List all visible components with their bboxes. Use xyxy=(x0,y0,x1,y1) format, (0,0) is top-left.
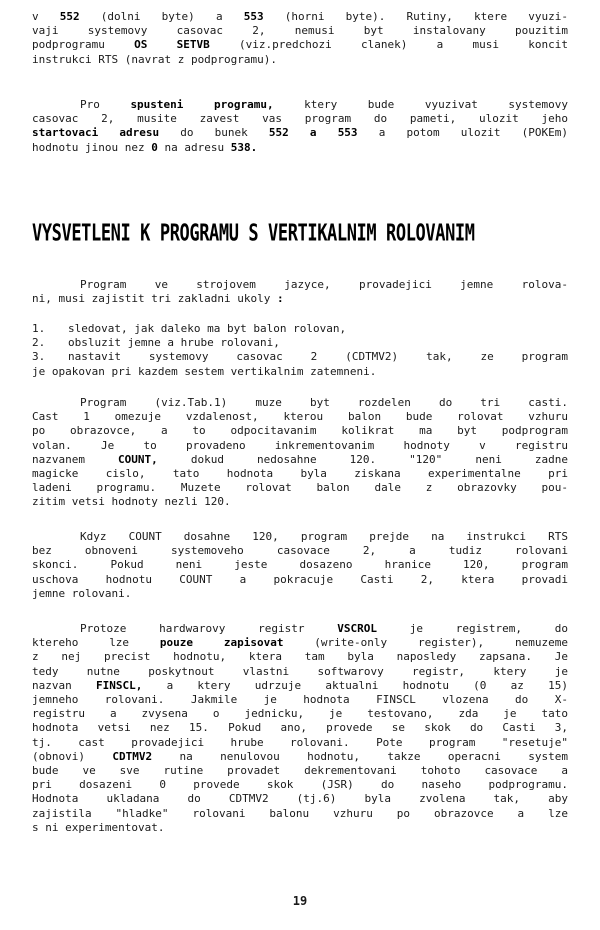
bold-text: 553 xyxy=(243,10,264,23)
task-list xyxy=(32,322,568,379)
text-line xyxy=(32,807,568,821)
bold-text: OS SETVB xyxy=(134,38,210,52)
text-line xyxy=(32,764,568,778)
text-run: Pro xyxy=(80,98,131,111)
text-line xyxy=(32,679,568,693)
list-item: 1. sledovat, jak daleko ma byt balon rolovan, xyxy=(32,322,347,335)
text-run: podprogramu xyxy=(32,38,135,52)
text-run: tj. cast provadejici hrube rolovani. Pote program "resetuje" xyxy=(32,735,568,749)
text-run: z nej precist hodnotu, ktera tam byla naposledy zapsana. Je xyxy=(32,650,568,664)
text-line xyxy=(32,721,568,735)
text-line xyxy=(32,292,568,306)
text-line xyxy=(32,453,568,467)
text-run: do bunek xyxy=(159,126,269,140)
text-run: casovac 2, musite zavest vas program do pameti, ulozit jeho xyxy=(32,112,568,126)
text-run: (viz.predchozi clanek) a musi koncit xyxy=(209,38,568,52)
text-run: bez obnoveni systemoveho casovace 2, a tudiz rolovani xyxy=(32,544,568,558)
bold-text: spusteni programu, xyxy=(130,98,274,111)
text-line xyxy=(32,53,568,67)
list-item: 2. obsluzit jemne a hrube rolovani, xyxy=(32,336,280,350)
text-run: skonci. Pokud neni jeste dosazeno hranice 120, program xyxy=(32,558,568,572)
bold-text: startovaci adresu xyxy=(32,126,160,140)
text-line xyxy=(32,38,568,52)
text-run: instrukci RTS (navrat z podprogramu). xyxy=(32,52,278,66)
text-line xyxy=(32,821,568,835)
text-line xyxy=(32,126,568,140)
text-line xyxy=(32,278,568,292)
text-line xyxy=(32,587,568,601)
text-run: Program (viz.Tab.1) muze byt rozdelen do tri casti. xyxy=(80,396,568,409)
text-line xyxy=(32,622,568,636)
section-heading: VYSVETLENI K PROGRAMU S VERTIKALNIM ROLOVANIM xyxy=(32,220,475,247)
text-line xyxy=(32,792,568,806)
text-line xyxy=(32,665,568,679)
bold-text: 0 xyxy=(151,140,158,154)
text-run: uschova hodnotu COUNT a pokracuje Casti 2, ktera provadi xyxy=(32,572,568,586)
text-line xyxy=(32,10,568,24)
bold-text: pouze zapisovat xyxy=(159,636,284,650)
text-line xyxy=(32,24,568,38)
text-line xyxy=(32,396,568,410)
text-run: ktery bude vyuzivat systemovy xyxy=(273,98,568,111)
text-line xyxy=(32,558,568,572)
bold-text: COUNT, xyxy=(118,452,158,466)
text-run: nazvanem xyxy=(32,452,119,466)
text-run: Kdyz COUNT dosahne 120, program prejde na instrukci RTS xyxy=(80,530,568,543)
text-run: pri dosazeni 0 provede skok (JSR) do naseho podprogramu. xyxy=(32,778,568,792)
text-run: registru a zvysena o jednicku, je testovano, zda je tato xyxy=(32,707,568,721)
page-number: 19 xyxy=(292,894,308,908)
text-run: Program ve strojovem jazyce, provadejici jemne rolova- xyxy=(80,278,568,291)
text-run: nazvan xyxy=(32,678,96,692)
text-run: v xyxy=(32,10,60,23)
text-run: dokud nedosahne 120. "120" neni zadne xyxy=(157,452,568,466)
text-run: a potom ulozit (POKEm) xyxy=(357,126,568,140)
text-run: s ni experimentovat. xyxy=(32,820,165,834)
text-line xyxy=(32,481,568,495)
text-run: zajistila "hladke" rolovani balonu vzhuru po obrazovce a lze xyxy=(32,806,568,820)
text-run: a ktery udrzuje aktualni hodnotu (0 az 15) xyxy=(142,678,569,692)
text-run: Hodnota ukladana do CDTMV2 (tj.6) byla zvolena tak, aby xyxy=(32,792,568,806)
paragraph-tasks-intro xyxy=(32,278,568,306)
list-item-continuation: je opakovan pri kazdem sestem vertikalnim zatemneni. xyxy=(32,364,377,378)
bold-text: 538. xyxy=(230,140,258,154)
text-run: ladeni programu. Muzete rolovat balon dale z obrazovky pou- xyxy=(32,481,568,495)
text-run: magicke cislo, tato hodnota byla ziskana experimentalne pri xyxy=(32,467,568,481)
text-run: na nenulovou hodnotu, takze operacni system xyxy=(152,749,568,763)
text-run: ni, musi zajistit tri zakladni ukoly xyxy=(32,292,278,306)
text-run: zitim vetsi hodnoty nezli 120. xyxy=(32,495,231,509)
text-line xyxy=(32,736,568,750)
text-line xyxy=(32,693,568,707)
list-item: 3. nastavit systemovy casovac 2 (CDTMV2) tak, ze program xyxy=(32,350,568,364)
text-line xyxy=(32,650,568,664)
text-run: Protoze hardwarovy registr xyxy=(80,622,338,635)
text-run: ktereho lze xyxy=(32,636,160,650)
text-line xyxy=(32,573,568,587)
text-run: volan. Je to provadeno inkrementovanim hodnoty v registru xyxy=(32,438,568,452)
bold-text: FINSCL, xyxy=(95,678,143,692)
text-run: jemneho rolovani. Jakmile je hodnota FINSCL vlozena do X- xyxy=(32,693,568,707)
text-line xyxy=(32,112,568,126)
text-line xyxy=(32,424,568,438)
text-line xyxy=(32,530,568,544)
text-run: (horni byte). Rutiny, ktere vyuzi- xyxy=(263,10,569,23)
text-run: na adresu xyxy=(157,140,231,154)
bold-text: : xyxy=(277,292,284,306)
text-run: Cast 1 omezuje vzdalenost, kterou balon bude rolovat vzhuru xyxy=(32,410,568,424)
text-line xyxy=(32,636,568,650)
bold-text: 552 a 553 xyxy=(268,126,358,140)
text-line xyxy=(32,98,568,112)
text-run: bude ve sve rutine provadet dekrementovani tohoto casovace a xyxy=(32,764,568,778)
text-line xyxy=(32,544,568,558)
text-run: (dolni byte) a xyxy=(79,10,244,23)
paragraph-program-parts xyxy=(32,396,568,510)
text-run: je registrem, do xyxy=(376,622,568,635)
text-run: tedy nutne poskytnout vlastni softwarovy registr, ktery je xyxy=(32,664,568,678)
text-run: (write-only register), nemuzeme xyxy=(283,636,568,650)
text-run: jemne rolovani. xyxy=(32,586,132,600)
text-run: vaji systemovy casovac 2, nemusi byt instalovany pouzitim xyxy=(32,24,568,38)
bold-text: VSCROL xyxy=(337,622,377,635)
text-line xyxy=(32,750,568,764)
text-line xyxy=(32,439,568,453)
paragraph-intro xyxy=(32,10,568,67)
text-line xyxy=(32,778,568,792)
bold-text: 552 xyxy=(59,10,80,23)
text-line xyxy=(32,495,568,509)
text-line xyxy=(32,467,568,481)
text-run: hodnota vetsi nez 15. Pokud ano, provede se skok do Casti 3, xyxy=(32,721,568,735)
paragraph-vscrol-register xyxy=(32,622,568,835)
text-line xyxy=(32,141,568,155)
text-run: po obrazovce, a to odpocitavanim kolikrat ma byt podprogram xyxy=(32,424,568,438)
paragraph-count-limit xyxy=(32,530,568,601)
text-line xyxy=(32,707,568,721)
paragraph-start-program xyxy=(32,98,568,155)
bold-text: CDTMV2 xyxy=(112,749,153,763)
text-line xyxy=(32,410,568,424)
text-run: (obnovi) xyxy=(32,749,113,763)
text-run: hodnotu jinou nez xyxy=(32,140,152,154)
